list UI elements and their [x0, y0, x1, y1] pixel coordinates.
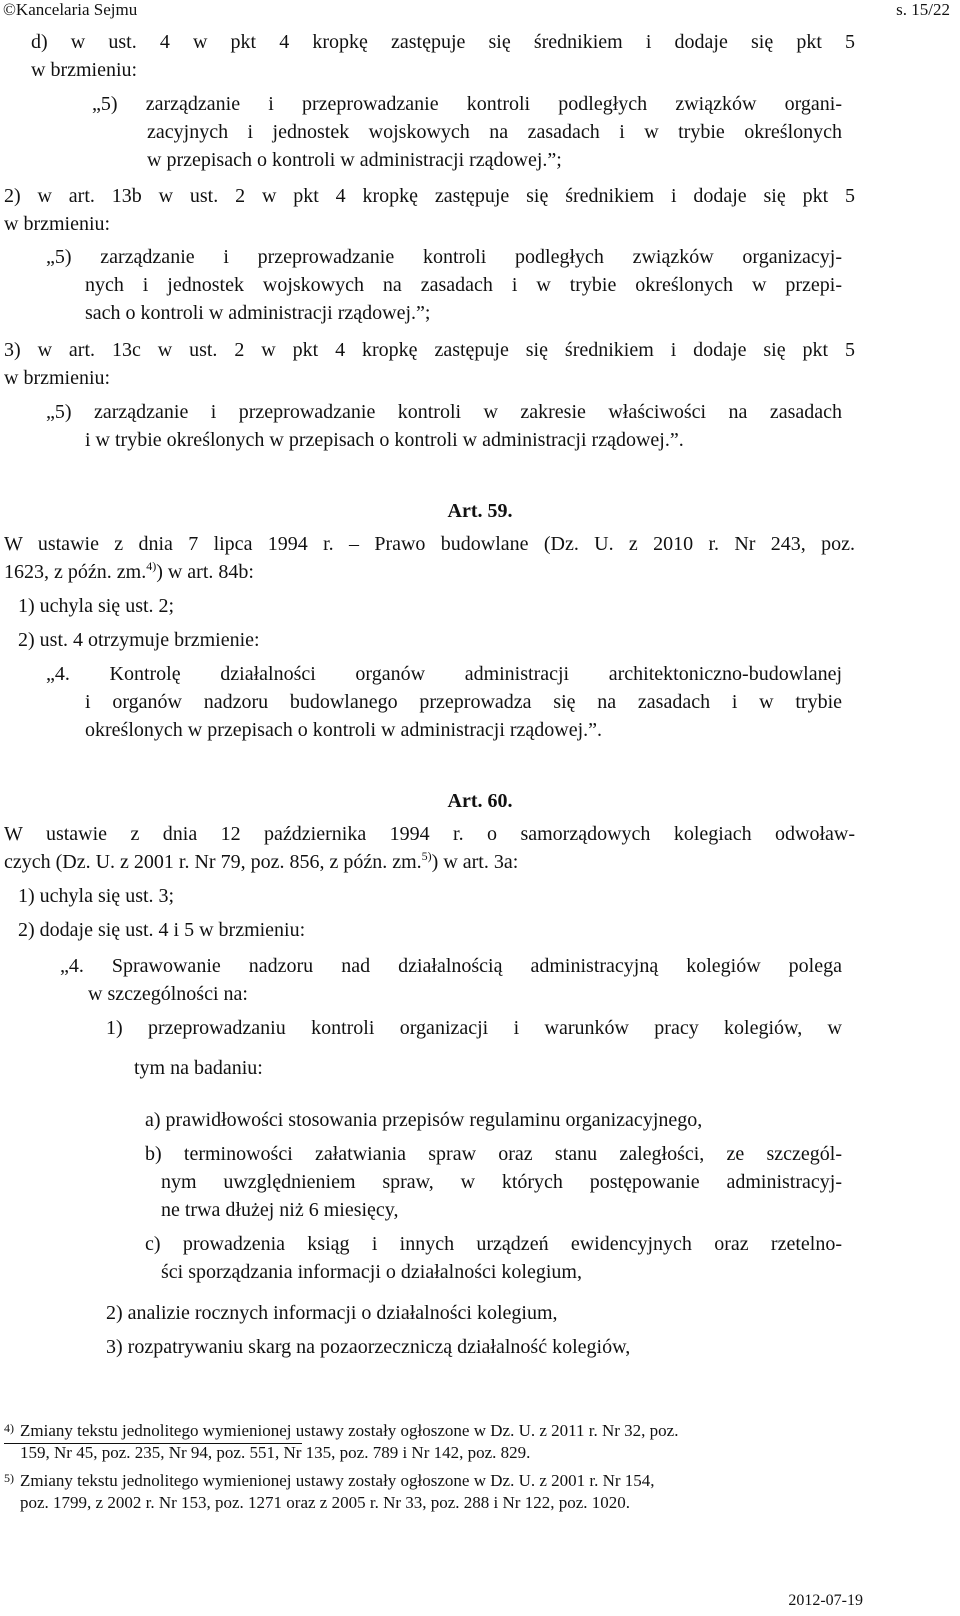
footnote-4-number: 4): [4, 1421, 14, 1435]
article-60-point1: [106, 1014, 842, 1082]
point-2-quote-line1: „5) zarządzanie i przeprowadzanie kontroli podległych związków organizacyj-: [46, 246, 842, 268]
article-59-item2: 2) ust. 4 otrzymuje brzmienie:: [18, 629, 260, 651]
footnote-4-line2: 159, Nr 45, poz. 235, Nr 94, poz. 551, Nr 135, poz. 789 i Nr 142, poz. 829.: [20, 1443, 531, 1462]
article-60-sub-c-line1: c) prowadzenia ksiąg i innych urządzeń ewidencyjnych oraz rzetelno-: [145, 1233, 842, 1255]
point-3-quote: [46, 398, 842, 454]
article-59-title: Art. 59.: [447, 500, 513, 522]
article-59-quote-line1: „4. Kontrolę działalności organów administracji architektoniczno-budowlanej: [46, 663, 842, 685]
footnote-4: [4, 1420, 864, 1464]
footnote-ref-4[interactable]: 4): [146, 559, 157, 573]
point-2-quote: [46, 243, 842, 327]
article-60-quote: [60, 952, 842, 1008]
article-59-items: [18, 592, 718, 654]
article-60-intro-tail: ) w art. 3a:: [431, 851, 519, 873]
point-3-line2: w brzmieniu:: [4, 367, 111, 389]
article-59-intro-tail: ) w art. 84b:: [156, 561, 254, 583]
article-59-item1: 1) uchyla się ust. 2;: [18, 595, 175, 617]
point-2: [4, 182, 855, 238]
article-60-point1-line1: 1) przeprowadzaniu kontroli organizacji i warunków pracy kolegiów, w: [106, 1017, 842, 1039]
point-3-quote-line1: „5) zarządzanie i przeprowadzanie kontroli w zakresie właściwości na zasadach: [46, 401, 842, 423]
point-d-quote: [92, 90, 842, 174]
article-59-intro: [4, 530, 855, 586]
article-60-intro-line2: [4, 848, 855, 876]
article-60-points-2-3: [106, 1296, 842, 1364]
footnote-5-line2: poz. 1799, z 2002 r. Nr 153, poz. 1271 oraz z 2005 r. Nr 33, poz. 288 i Nr 122, poz. 1020.: [20, 1493, 631, 1512]
article-60-quote-line1: „4. Sprawowanie nadzoru nad działalnością administracyjną kolegiów polega: [60, 955, 842, 977]
article-60-item2: 2) dodaje się ust. 4 i 5 w brzmieniu:: [18, 919, 306, 941]
article-60-intro-text: czych (Dz. U. z 2001 r. Nr 79, poz. 856, z późn. zm.: [4, 851, 422, 873]
article-60-sub-b-line2: nym uwzględnieniem spraw, w których postępowanie administracyj-: [161, 1171, 842, 1193]
footnote-ref-5[interactable]: 5): [421, 849, 432, 863]
article-60-intro-line1: W ustawie z dnia 12 października 1994 r. o samorządowych kolegiach odwoław-: [4, 823, 855, 845]
article-60-intro: [4, 820, 855, 876]
article-59-quote-line2: i organów nadzoru budowlanego przeprowadza się na zasadach i w trybie: [85, 691, 842, 713]
article-60-title: Art. 60.: [447, 790, 513, 812]
point-2-line1: 2) w art. 13b w ust. 2 w pkt 4 kropkę zastępuje się średnikiem i dodaje się pkt 5: [4, 185, 855, 207]
article-60-sub-b-line1: b) terminowości załatwiania spraw oraz stanu zaległości, ze szczegól-: [145, 1143, 842, 1165]
article-60-sub-b-line3: ne trwa dłużej niż 6 miesięcy,: [161, 1199, 399, 1221]
point-3: [4, 336, 855, 392]
point-d-quote-line2: zacyjnych i jednostek wojskowych na zasadach i w trybie określonych: [147, 121, 842, 143]
article-60-sub-c-line2: ści sporządzania informacji o działalności kolegium,: [161, 1261, 582, 1283]
footnote-5-number: 5): [4, 1471, 14, 1485]
article-59-intro-line1: W ustawie z dnia 7 lipca 1994 r. – Prawo budowlane (Dz. U. z 2010 r. Nr 243, poz.: [4, 533, 855, 555]
article-60-quote-line2: w szczególności na:: [88, 983, 248, 1005]
footnote-5: [4, 1470, 864, 1514]
point-d-line1: d) w ust. 4 w pkt 4 kropkę zastępuje się średnikiem i dodaje się pkt 5: [31, 31, 855, 53]
point-d-quote-line3: w przepisach o kontroli w administracji rządowej.”;: [147, 149, 562, 171]
article-59-quote: [46, 660, 842, 744]
article-60-sub-a: a) prawidłowości stosowania przepisów regulaminu organizacyjnego,: [145, 1109, 703, 1131]
article-60-subpoints: [145, 1106, 842, 1286]
article-59-intro-line2: [4, 558, 855, 586]
header-copyright: ©Kancelaria Sejmu: [3, 0, 138, 19]
point-d: [31, 28, 855, 84]
article-60-point2: 2) analizie rocznych informacji o działalności kolegium,: [106, 1302, 558, 1324]
article-60-items: [18, 882, 718, 944]
footer-date: 2012-07-19: [788, 1592, 863, 1609]
article-59-intro-text: 1623, z późn. zm.: [4, 561, 147, 583]
footnote-5-line1: Zmiany tekstu jednolitego wymienionej ustawy zostały ogłoszone w Dz. U. z 2001 r. Nr 154,: [20, 1471, 655, 1490]
point-3-line1: 3) w art. 13c w ust. 2 w pkt 4 kropkę zastępuje się średnikiem i dodaje się pkt 5: [4, 339, 855, 361]
article-60-point1-line2: tym na badaniu:: [134, 1057, 263, 1079]
footnote-4-line1: Zmiany tekstu jednolitego wymienionej ustawy zostały ogłoszone w Dz. U. z 2011 r. Nr 32, poz.: [20, 1421, 679, 1440]
article-60-point3: 3) rozpatrywaniu skarg na pozaorzeczniczą działalność kolegiów,: [106, 1336, 631, 1358]
point-d-line2: w brzmieniu:: [31, 59, 138, 81]
point-2-quote-line3: sach o kontroli w administracji rządowej.”;: [85, 302, 431, 324]
point-3-quote-line2: i w trybie określonych w przepisach o kontroli w administracji rządowej.”.: [85, 429, 684, 451]
point-d-quote-line1: „5) zarządzanie i przeprowadzanie kontroli podległych związków organi-: [92, 93, 842, 115]
point-2-quote-line2: nych i jednostek wojskowych na zasadach i w trybie określonych w przepi-: [85, 274, 842, 296]
article-59-quote-line3: określonych w przepisach o kontroli w administracji rządowej.”.: [85, 719, 603, 741]
article-60-item1: 1) uchyla się ust. 3;: [18, 885, 175, 907]
point-2-line2: w brzmieniu:: [4, 213, 111, 235]
header-page-number: s. 15/22: [896, 0, 950, 19]
